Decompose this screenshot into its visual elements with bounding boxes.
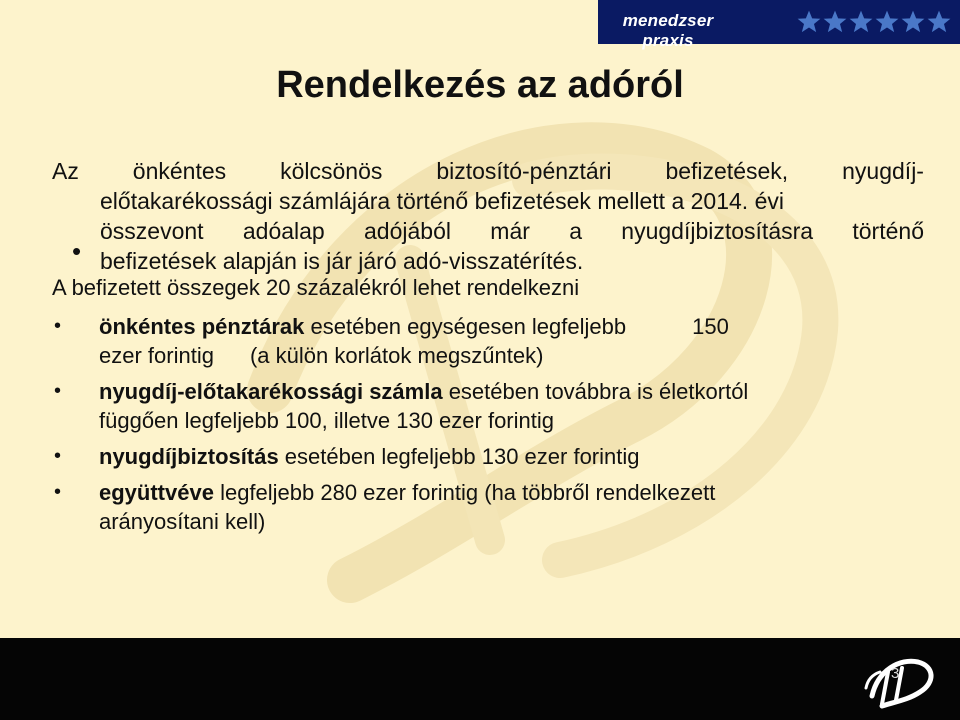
intro-word: összevont — [100, 218, 204, 244]
list-item-text: függően legfeljebb 100, illetve 130 ezer forintig — [99, 408, 554, 433]
bullet-mark: • — [54, 380, 62, 402]
intro-word: Az — [52, 158, 79, 184]
intro-word: adójából — [364, 218, 451, 244]
bullet-mark: • — [54, 445, 62, 467]
intro-word: kölcsönös — [280, 158, 383, 184]
page-title: Rendelkezés az adóról — [276, 64, 684, 106]
intro-line-3 — [52, 216, 924, 246]
mp-logo-icon — [858, 648, 944, 712]
list-item-bold: nyugdíjbiztosítás — [99, 444, 279, 469]
bullet-list — [52, 312, 912, 543]
star-icon — [848, 9, 874, 35]
list-item-bold: nyugdíj-előtakarékossági számla — [99, 379, 443, 404]
intro-word: nyugdíjbiztosításra — [621, 218, 814, 244]
star-icon — [822, 9, 848, 35]
brand-name: menedzser praxis — [622, 11, 714, 50]
intro-line-1 — [52, 156, 924, 186]
star-icon — [926, 9, 952, 35]
intro-word: történő — [852, 218, 924, 244]
intro-word: biztosító-pénztári — [436, 158, 612, 184]
intro-paragraph — [52, 156, 924, 276]
intro-bullet: • — [72, 236, 82, 266]
intro-word: adóalap — [242, 218, 325, 244]
list-item-text: arányosítani kell) — [99, 509, 266, 534]
star-icon — [796, 9, 822, 35]
bullet-mark: • — [54, 315, 62, 337]
star-icon — [900, 9, 926, 35]
intro-word: már — [490, 218, 530, 244]
list-item-text: legfeljebb 280 ezer forintig (ha többről rendelkezett — [213, 480, 716, 505]
list-item — [52, 377, 912, 435]
list-item-bold: együttvéve — [99, 480, 214, 505]
intro-word: befizetések, — [665, 158, 789, 184]
list-item — [52, 312, 912, 370]
bullet-mark: • — [54, 481, 62, 503]
rating-stars — [796, 9, 952, 35]
footer-bar — [0, 638, 960, 720]
list-item-text: esetében legfeljebb 130 ezer forintig — [278, 444, 640, 469]
lead-text: A befizetett összegek 20 százalékról lehet rendelkezni — [52, 275, 580, 300]
star-icon — [874, 9, 900, 35]
list-item-line — [99, 312, 912, 341]
list-item-line — [99, 341, 912, 370]
intro-word: nyugdíj- — [842, 158, 924, 184]
list-item-line — [99, 377, 912, 406]
list-item-line — [99, 442, 912, 471]
list-item-value: 150 — [692, 314, 729, 339]
intro-line-2: előtakarékossági számlájára történő befizetések mellett a 2014. évi — [100, 188, 784, 214]
list-item-bold: önkéntes pénztárak — [99, 314, 305, 339]
list-item-text: (a külön korlátok megszűntek) — [249, 343, 544, 368]
list-item-text: esetében továbbra is életkortól — [442, 379, 749, 404]
intro-line-4: befizetések alapján is jár járó adó-visszatérítés. — [100, 248, 584, 274]
intro-word: a — [569, 218, 582, 244]
list-item-line — [99, 478, 912, 507]
list-item — [52, 442, 912, 471]
brand-bar — [598, 0, 960, 50]
page-number: 3 — [891, 665, 900, 682]
list-item — [52, 478, 912, 536]
list-item-text: esetében egységesen legfeljebb — [304, 314, 627, 339]
intro-word: önkéntes — [132, 158, 227, 184]
list-item-text: ezer forintig — [99, 343, 214, 368]
